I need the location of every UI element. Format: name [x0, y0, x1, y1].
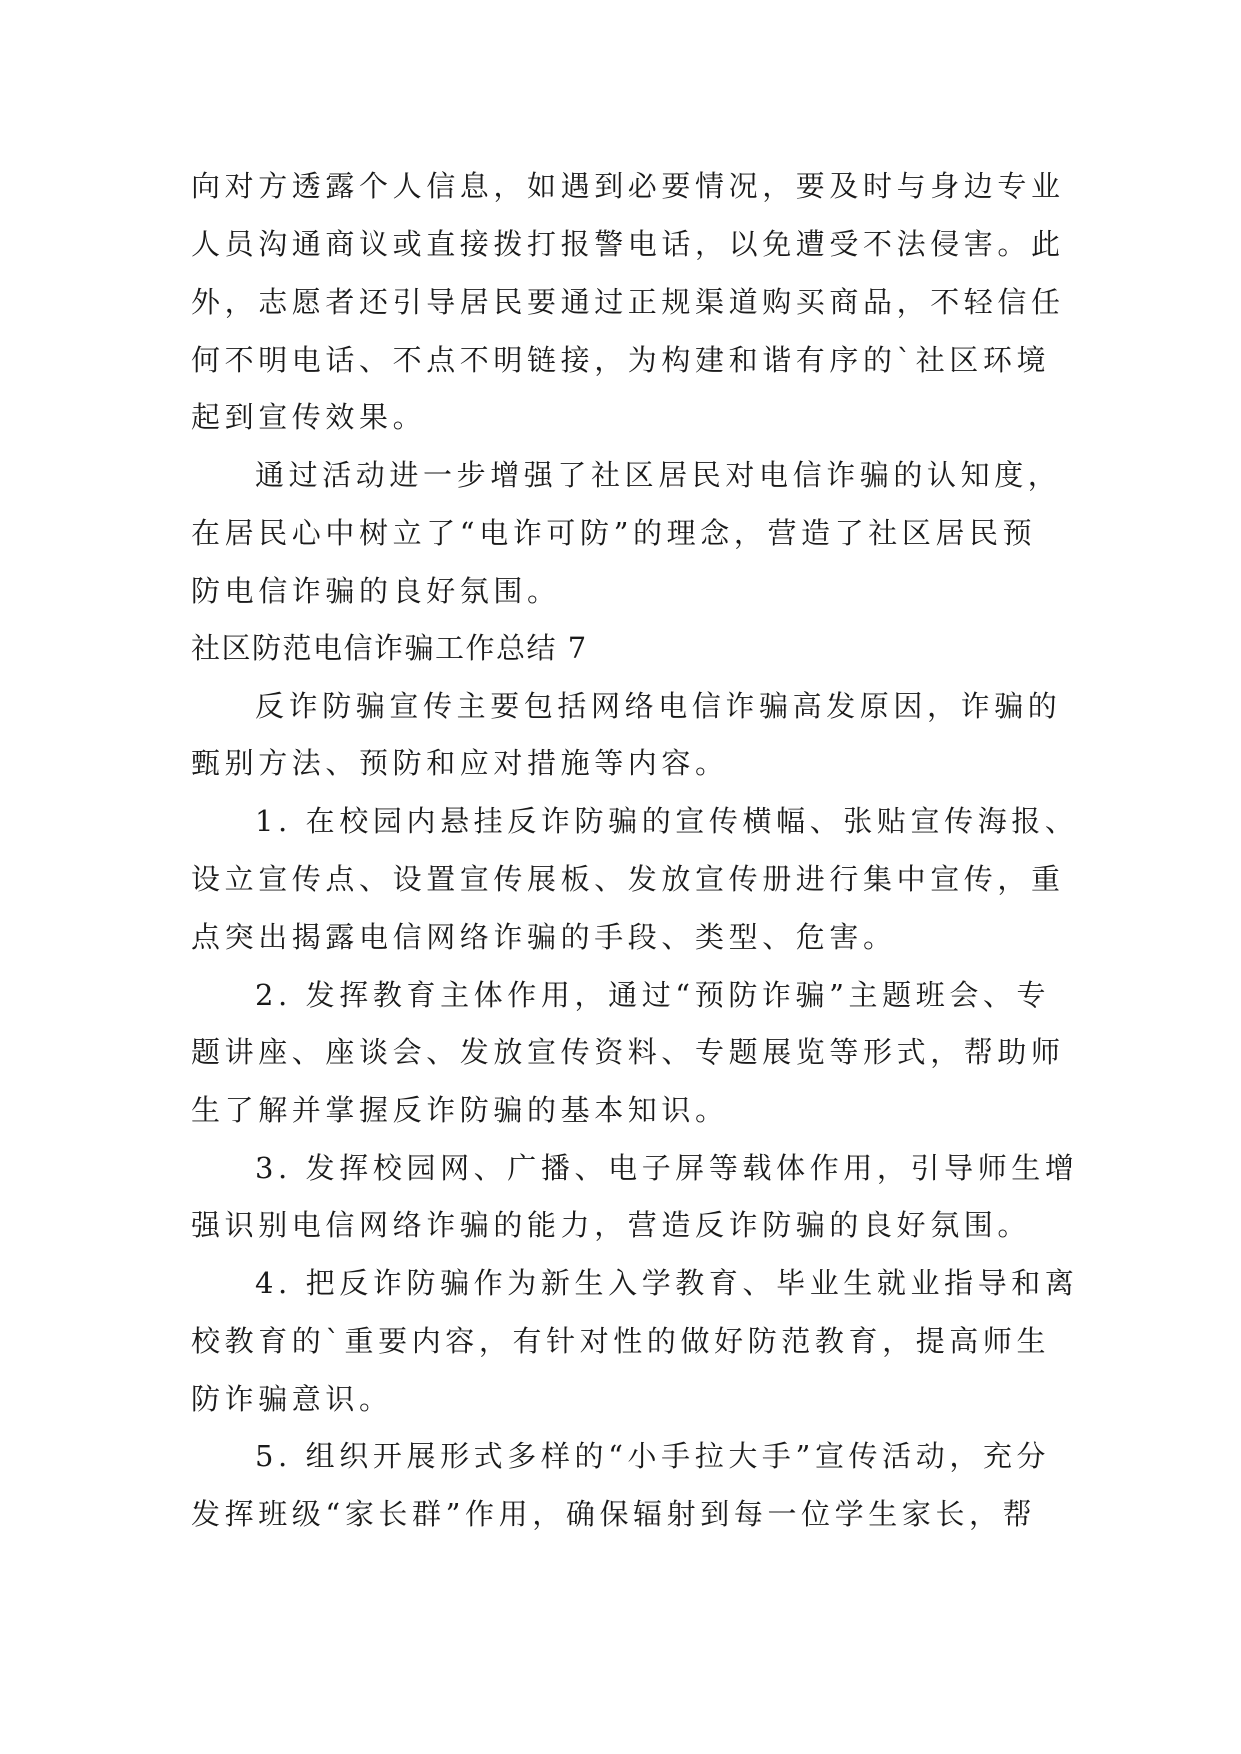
text-line: 设立宣传点、设置宣传展板、发放宣传册进行集中宣传，重 — [191, 862, 1065, 896]
text-line: 人员沟通商议或直接拨打报警电话，以免遭受不法侵害。此 — [191, 227, 1065, 261]
text-line: 甄别方法、预防和应对措施等内容。 — [191, 746, 729, 780]
text-line: 题讲座、座谈会、发放宣传资料、专题展览等形式，帮助师 — [191, 1035, 1065, 1069]
text-line: 点突出揭露电信网络诈骗的手段、类型、危害。 — [191, 920, 897, 954]
text-line: 强识别电信网络诈骗的能力，营造反诈防骗的良好氛围。 — [191, 1208, 1032, 1242]
text-line: 防诈骗意识。 — [191, 1382, 393, 1416]
list-item-5: 5. 组织开展形式多样的“小手拉大手”宣传活动，充分 — [255, 1439, 1051, 1473]
text-line: 在居民心中树立了“电诈可防”的理念，营造了社区居民预 — [191, 516, 1037, 550]
text-line: 外，志愿者还引导居民要通过正规渠道购买商品，不轻信任 — [191, 285, 1065, 319]
text-line: 反诈防骗宣传主要包括网络电信诈骗高发原因，诈骗的 — [255, 689, 1062, 723]
text-line: 校教育的`重要内容，有针对性的做好防范教育，提高师生 — [191, 1324, 1051, 1358]
text-line: 发挥班级“家长群”作用，确保辐射到每一位学生家长，帮 — [191, 1497, 1037, 1531]
text-line: 通过活动进一步增强了社区居民对电信诈骗的认知度， — [255, 458, 1062, 492]
list-item-1: 1. 在校园内悬挂反诈防骗的宣传横幅、张贴宣传海报、 — [255, 804, 1079, 838]
list-item-2: 2. 发挥教育主体作用，通过“预防诈骗”主题班会、专 — [255, 978, 1051, 1012]
list-item-3: 3. 发挥校园网、广播、电子屏等载体作用，引导师生增 — [255, 1151, 1079, 1185]
text-line: 起到宣传效果。 — [191, 400, 427, 434]
text-line: 防电信诈骗的良好氛围。 — [191, 574, 561, 608]
text-line: 向对方透露个人信息，如遇到必要情况，要及时与身边专业 — [191, 169, 1065, 203]
text-line: 何不明电话、不点不明链接，为构建和谐有序的`社区环境 — [191, 343, 1051, 377]
text-line: 生了解并掌握反诈防骗的基本知识。 — [191, 1093, 729, 1127]
list-item-4: 4. 把反诈防骗作为新生入学教育、毕业生就业指导和离 — [255, 1266, 1079, 1300]
section-heading: 社区防范电信诈骗工作总结 7 — [191, 631, 588, 665]
